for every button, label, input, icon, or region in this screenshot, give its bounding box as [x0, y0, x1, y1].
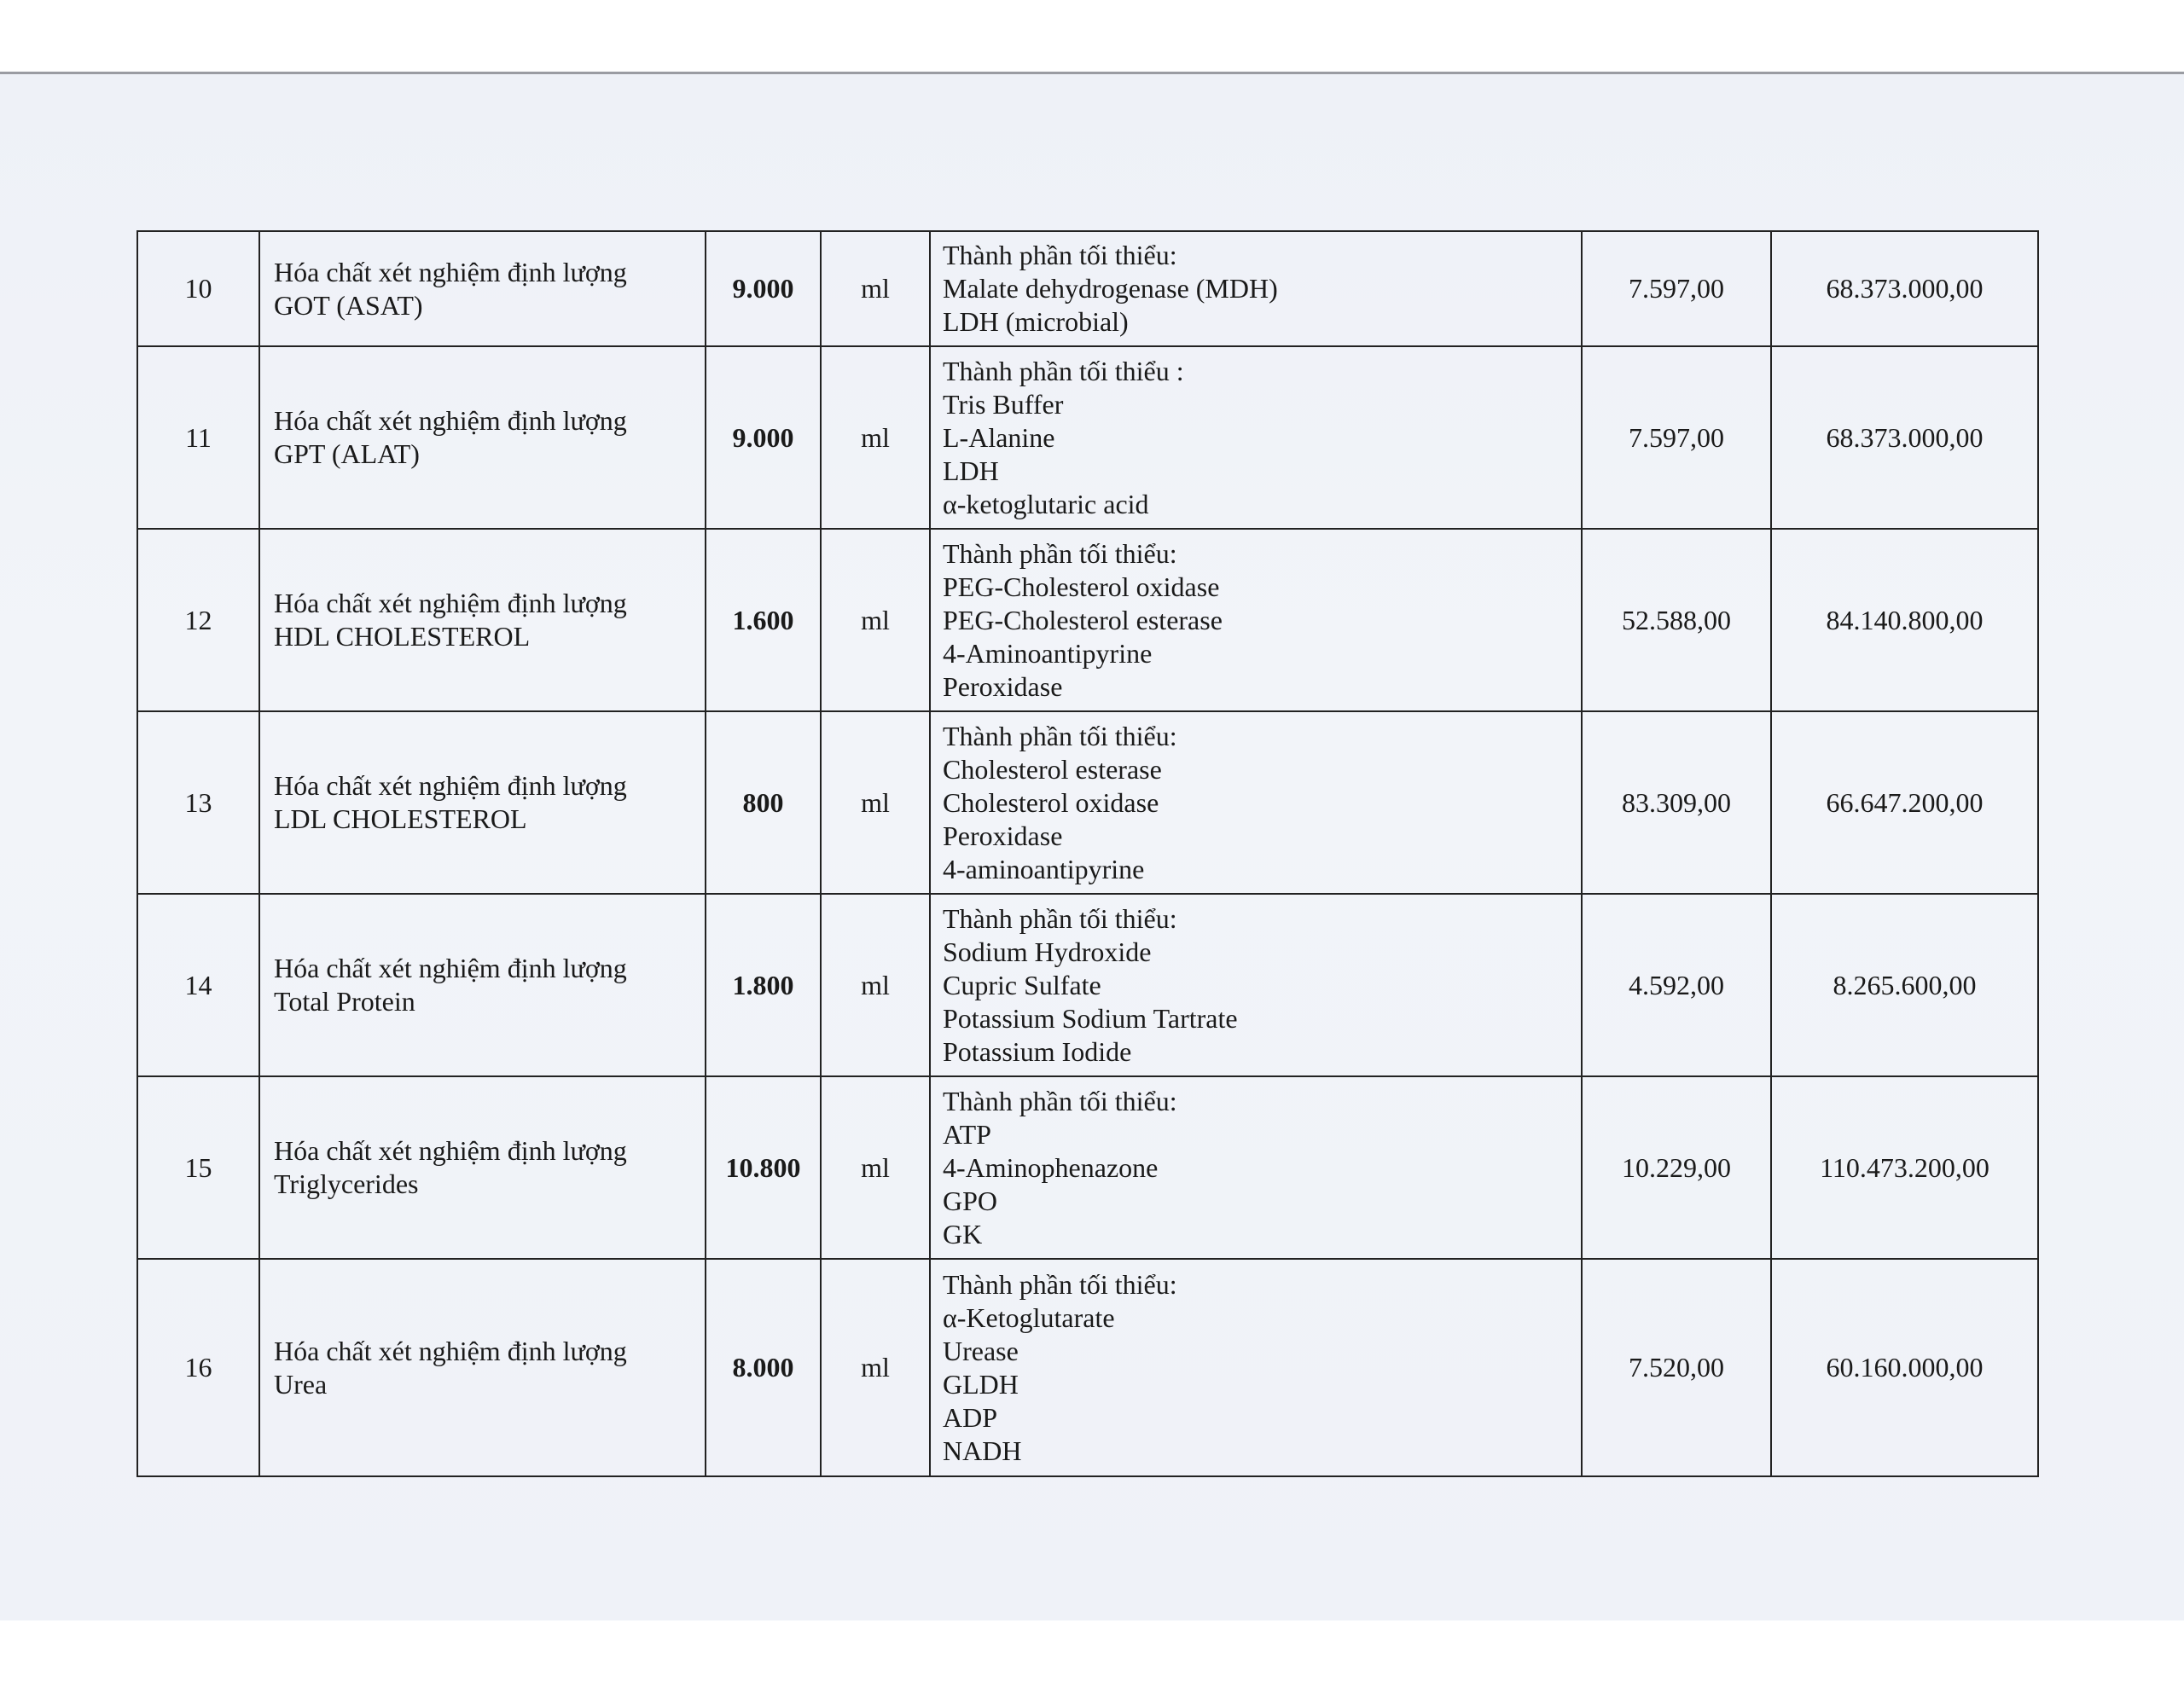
row-number: 10: [137, 231, 259, 346]
components: Thành phần tối thiểu: Sodium Hydroxide Cupric Sulfate Potassium Sodium Tartrate Potassium Iodide: [930, 894, 1582, 1076]
item-name: Hóa chất xét nghiệm định lượng GPT (ALAT): [259, 346, 706, 529]
table-row: [137, 346, 2038, 529]
item-name: Hóa chất xét nghiệm định lượng Total Protein: [259, 894, 706, 1076]
unit: ml: [821, 231, 930, 346]
unit-price: 7.597,00: [1582, 231, 1771, 346]
components: Thành phần tối thiểu: Cholesterol esterase Cholesterol oxidase Peroxidase 4-aminoantipyrine: [930, 711, 1582, 894]
table-row: [137, 894, 2038, 1076]
item-name: Hóa chất xét nghiệm định lượng Triglycerides: [259, 1076, 706, 1259]
total-amount: 8.265.600,00: [1771, 894, 2038, 1076]
components: Thành phần tối thiểu: ATP 4-Aminophenazone GPO GK: [930, 1076, 1582, 1259]
scan-bottom-margin: [0, 1620, 2184, 1687]
row-number: 12: [137, 529, 259, 711]
unit-price: 7.520,00: [1582, 1259, 1771, 1476]
quantity: 1.800: [706, 894, 821, 1076]
unit-price: 52.588,00: [1582, 529, 1771, 711]
item-name: Hóa chất xét nghiệm định lượng LDL CHOLESTEROL: [259, 711, 706, 894]
quantity: 9.000: [706, 346, 821, 529]
scan-top-margin: [0, 0, 2184, 74]
quantity: 9.000: [706, 231, 821, 346]
quantity: 8.000: [706, 1259, 821, 1476]
chemical-price-table: [136, 230, 2039, 1477]
row-number: 15: [137, 1076, 259, 1259]
total-amount: 110.473.200,00: [1771, 1076, 2038, 1259]
item-name: Hóa chất xét nghiệm định lượng Urea: [259, 1259, 706, 1476]
row-number: 13: [137, 711, 259, 894]
total-amount: 66.647.200,00: [1771, 711, 2038, 894]
unit: ml: [821, 346, 930, 529]
unit: ml: [821, 529, 930, 711]
quantity: 1.600: [706, 529, 821, 711]
quantity: 800: [706, 711, 821, 894]
components: Thành phần tối thiểu: PEG-Cholesterol oxidase PEG-Cholesterol esterase 4-Aminoantipyrine Peroxidase: [930, 529, 1582, 711]
unit-price: 10.229,00: [1582, 1076, 1771, 1259]
unit: ml: [821, 1076, 930, 1259]
unit-price: 7.597,00: [1582, 346, 1771, 529]
total-amount: 68.373.000,00: [1771, 346, 2038, 529]
table-row: [137, 711, 2038, 894]
row-number: 14: [137, 894, 259, 1076]
item-name: Hóa chất xét nghiệm định lượng GOT (ASAT): [259, 231, 706, 346]
total-amount: 68.373.000,00: [1771, 231, 2038, 346]
total-amount: 60.160.000,00: [1771, 1259, 2038, 1476]
unit: ml: [821, 1259, 930, 1476]
table-row: [137, 529, 2038, 711]
total-amount: 84.140.800,00: [1771, 529, 2038, 711]
components: Thành phần tối thiểu: α-Ketoglutarate Urease GLDH ADP NADH: [930, 1259, 1582, 1476]
table-row: [137, 1076, 2038, 1259]
components: Thành phần tối thiểu: Malate dehydrogenase (MDH) LDH (microbial): [930, 231, 1582, 346]
unit-price: 4.592,00: [1582, 894, 1771, 1076]
unit: ml: [821, 711, 930, 894]
quantity: 10.800: [706, 1076, 821, 1259]
unit-price: 83.309,00: [1582, 711, 1771, 894]
row-number: 16: [137, 1259, 259, 1476]
row-number: 11: [137, 346, 259, 529]
unit: ml: [821, 894, 930, 1076]
table-row: [137, 231, 2038, 346]
item-name: Hóa chất xét nghiệm định lượng HDL CHOLESTEROL: [259, 529, 706, 711]
table-row: [137, 1259, 2038, 1476]
components: Thành phần tối thiểu : Tris Buffer L-Alanine LDH α-ketoglutaric acid: [930, 346, 1582, 529]
